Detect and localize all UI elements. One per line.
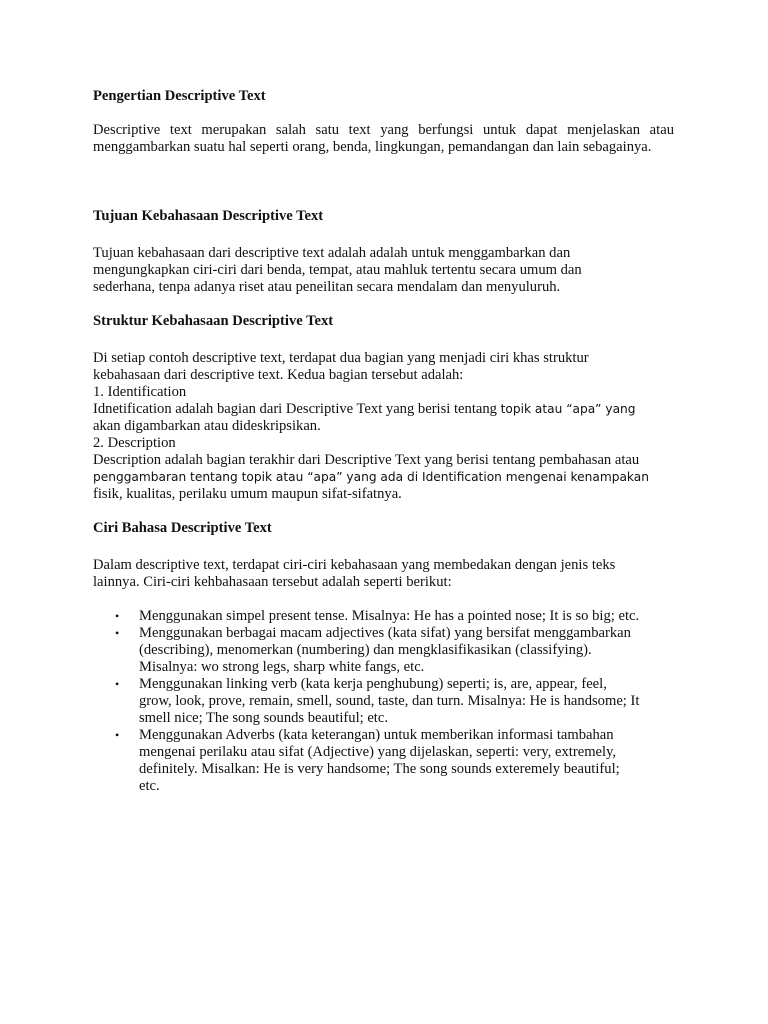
description-line-3: fisik, kualitas, perilaku umum maupun sifat-sifatnya. [93, 486, 402, 502]
document-page [93, 88, 674, 795]
description-line-2: penggambaran tentang topik atau “apa” yang ada di Identification mengenai kenampakan [93, 470, 649, 484]
para-tujuan-line-2: mengungkapkan ciri-ciri dari benda, tempat, atau mahluk tertentu secara umum dan [93, 262, 582, 278]
struktur-line-1: Di setiap contoh descriptive text, terdapat dua bagian yang menjadi ciri khas struktur [93, 350, 589, 366]
para-tujuan-line-3: sederhana, tenpa adanya riset atau peneilitan secara mendalam dan menyuluruh. [93, 279, 561, 295]
list-item [93, 727, 674, 795]
identification-line-1 [93, 401, 674, 418]
identification-label: 1. Identification [93, 384, 187, 400]
heading-pengertian: Pengertian Descriptive Text [93, 88, 266, 104]
para-tujuan-line-1: Tujuan kebahasaan dari descriptive text adalah adalah untuk menggambarkan dan [93, 245, 571, 261]
list-item [93, 608, 674, 625]
bullet-icon: • [115, 626, 120, 640]
identification-line-2: akan digambarkan atau dideskripsikan. [93, 418, 321, 434]
list-item-line: (describing), menomerkan (numbering) dan mengklasifikasikan (classifying). [139, 642, 592, 658]
identification-line-1-b: topik atau “apa” yang [500, 402, 636, 416]
list-item-line: grow, look, prove, remain, smell, sound, taste, dan turn. Misalnya: He is handsome; It [139, 693, 640, 709]
ciri-intro-line-1: Dalam descriptive text, terdapat ciri-ciri kebahasaan yang membedakan dengan jenis teks [93, 557, 616, 573]
ciri-intro-line-2: lainnya. Ciri-ciri kehbahasaan tersebut adalah seperti berikut: [93, 574, 452, 590]
list-item [93, 676, 674, 727]
ciri-bullet-list [93, 608, 674, 795]
heading-tujuan: Tujuan Kebahasaan Descriptive Text [93, 208, 324, 224]
identification-line-1-a: Idnetification adalah bagian dari Descriptive Text yang berisi tentang [93, 401, 501, 417]
description-line-1: Description adalah bagian terakhir dari Descriptive Text yang berisi tentang pembahasan atau [93, 452, 640, 468]
bullet-icon: • [115, 677, 120, 691]
struktur-line-2: kebahasaan dari descriptive text. Kedua bagian tersebut adalah: [93, 367, 464, 383]
list-item-line: Menggunakan Adverbs (kata keterangan) untuk memberikan informasi tambahan [139, 727, 614, 743]
list-item-line: Menggunakan linking verb (kata kerja penghubung) seperti; is, are, appear, feel, [139, 676, 607, 692]
bullet-icon: • [115, 728, 120, 742]
list-item-line: Menggunakan berbagai macam adjectives (kata sifat) yang bersifat menggambarkan [139, 625, 631, 641]
heading-struktur: Struktur Kebahasaan Descriptive Text [93, 313, 334, 329]
description-label: 2. Description [93, 435, 176, 451]
para-pengertian: Descriptive text merupakan salah satu text yang berfungsi untuk dapat menjelaskan atau menggambarkan suatu hal seperti orang, benda, lingkungan, pemandangan dan lain sebagainya. [93, 122, 674, 155]
bullet-icon: • [115, 609, 120, 623]
list-item-line: smell nice; The song sounds beautiful; etc. [139, 710, 388, 726]
list-item-line: mengenai perilaku atau sifat (Adjective) yang dijelaskan, seperti: very, extremely, [139, 744, 617, 760]
list-item-line: etc. [139, 778, 160, 794]
list-item-line: definitely. Misalkan: He is very handsome; The song sounds exteremely beautiful; [139, 761, 620, 777]
list-item-line: Misalnya: wo strong legs, sharp white fangs, etc. [139, 659, 425, 675]
list-item-line: Menggunakan simpel present tense. Misalnya: He has a pointed nose; It is so big; etc. [139, 608, 640, 624]
heading-ciri: Ciri Bahasa Descriptive Text [93, 520, 272, 536]
list-item [93, 625, 674, 676]
